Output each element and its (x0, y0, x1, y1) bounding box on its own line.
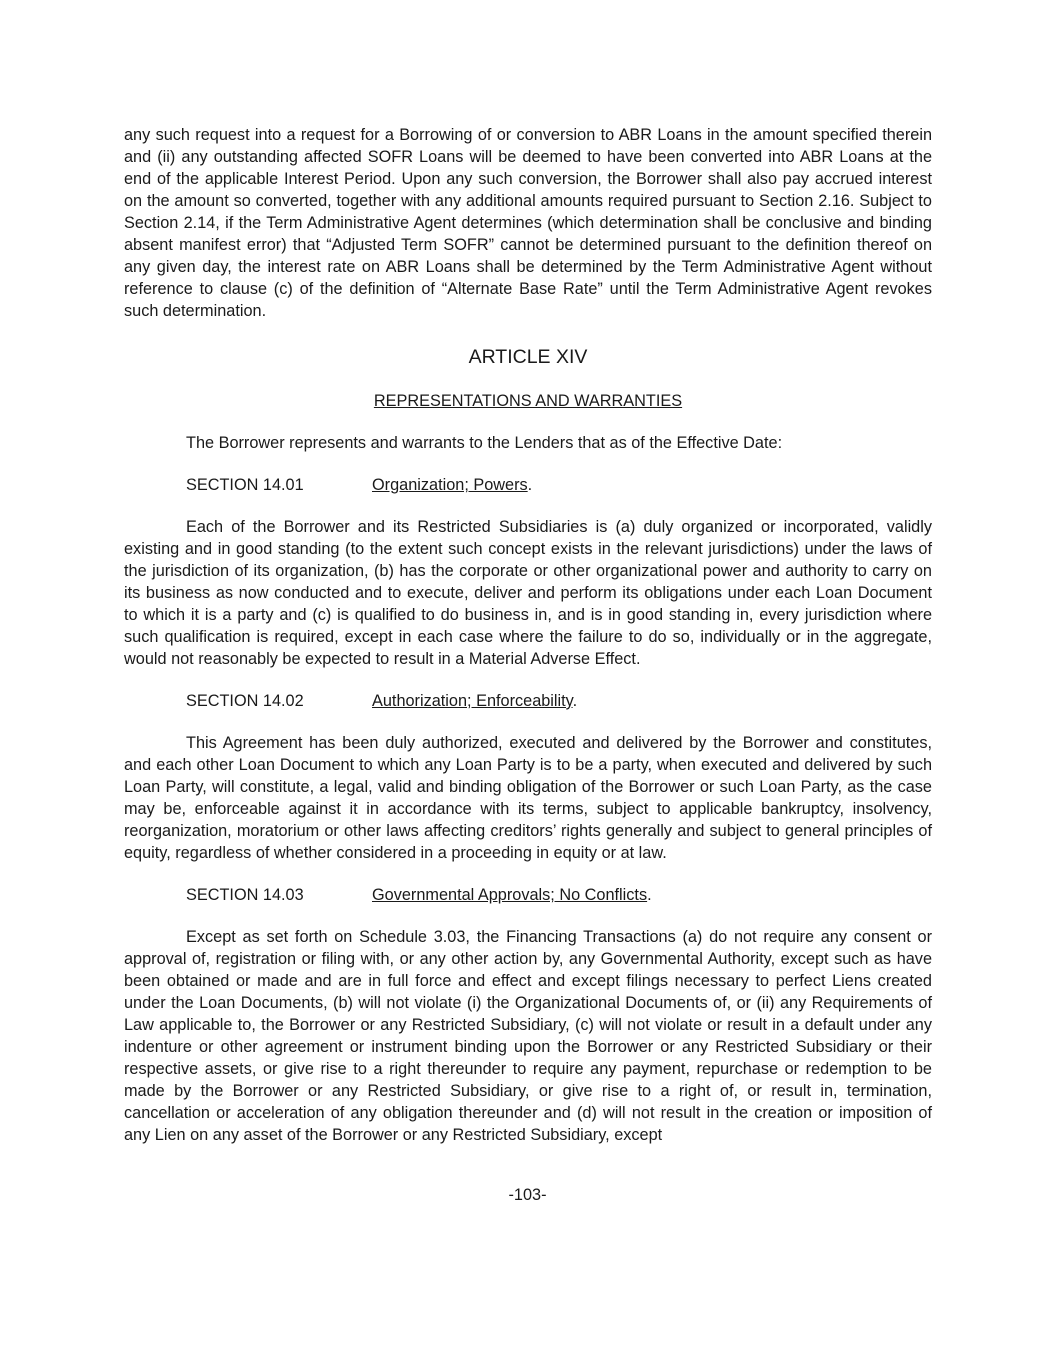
section-heading-14-03 (124, 884, 932, 906)
section-heading-14-02 (124, 690, 932, 712)
section-title: Authorization; Enforceability. (372, 692, 578, 710)
page-number: -103- (508, 1186, 547, 1204)
section-heading-14-01 (124, 474, 932, 496)
section-name: Governmental Approvals; No Conflicts (372, 886, 648, 904)
section-number: SECTION 14.01 (186, 476, 304, 494)
section-title: Governmental Approvals; No Conflicts. (372, 886, 652, 904)
section-body-14-03: Except as set forth on Schedule 3.03, the Financing Transactions (a) do not require any consent or approval of, registration or filing with, or any other action by, any Governmental Authority, except such as have been obtained or made and are in full force and effect and except filings necessary to perfect Liens created under the Loan Documents, (b) will not violate (i) the Organizational Documents of, or (ii) any Requirements of Law applicable to, the Borrower or any Restricted Subsidiary, (c) will not violate or result in a default under any indenture or other agreement or instrument binding upon the Borrower or any Restricted Subsidiary or their respective assets, or give rise to a right thereunder to require any payment, repurchase or redemption to be made by the Borrower or any Restricted Subsidiary, or give rise to a right of, or result in, termination, cancellation or acceleration of any obligation thereunder and (d) will not result in the creation or imposition of any Lien on any asset of the Borrower or any Restricted Subsidiary, except (124, 928, 932, 1144)
document-page (124, 124, 932, 1146)
section-number: SECTION 14.02 (186, 692, 304, 710)
section-body-14-02: This Agreement has been duly authorized, executed and delivered by the Borrower and constitutes, and each other Loan Document to which any Loan Party is to be a party, when executed and delivered by such Loan Party, will constitute, a legal, valid and binding obligation of the Borrower or such Loan Party, as the case may be, enforceable against it in accordance with its terms, subject to applicable bankruptcy, insolvency, reorganization, moratorium or other laws affecting creditors’ rights generally and subject to general principles of equity, regardless of whether considered in a proceeding in equity or at law. (124, 734, 932, 862)
intro-paragraph: The Borrower represents and warrants to the Lenders that as of the Effective Date: (186, 434, 783, 452)
section-name: Authorization; Enforceability (372, 692, 573, 710)
section-title: Organization; Powers. (372, 476, 533, 494)
section-name: Organization; Powers (372, 476, 528, 494)
article-title: ARTICLE XIV (468, 346, 588, 368)
continuation-paragraph: any such request into a request for a Borrowing of or conversion to ABR Loans in the amount specified therein and (ii) any outstanding affected SOFR Loans will be deemed to have been converted into ABR Loans at the end of the applicable Interest Period. Upon any such conversion, the Borrower shall also pay accrued interest on the amount so converted, together with any additional amounts required pursuant to Section 2.16. Subject to Section 2.14, if the Term Administrative Agent determines (which determination shall be conclusive and binding absent manifest error) that “Adjusted Term SOFR” cannot be determined pursuant to the definition thereof on any given day, the interest rate on ABR Loans shall be determined by the Term Administrative Agent without reference to clause (c) of the definition of “Alternate Base Rate” until the Term Administrative Agent revokes such determination. (124, 126, 932, 320)
section-number: SECTION 14.03 (186, 886, 304, 904)
section-body-14-01: Each of the Borrower and its Restricted Subsidiaries is (a) duly organized or incorporated, validly existing and in good standing (to the extent such concept exists in the relevant jurisdictions) under the laws of the jurisdiction of its organization, (b) has the corporate or other organizational power and authority to carry on its business as now conducted and to execute, deliver and perform its obligations under each Loan Document to which it is a party and (c) is qualified to do business in, and is in good standing in, every jurisdiction where such qualification is required, except in each case where the failure to do so, individually or in the aggregate, would not reasonably be expected to result in a Material Adverse Effect. (124, 518, 932, 668)
article-subtitle: REPRESENTATIONS AND WARRANTIES (373, 392, 683, 410)
